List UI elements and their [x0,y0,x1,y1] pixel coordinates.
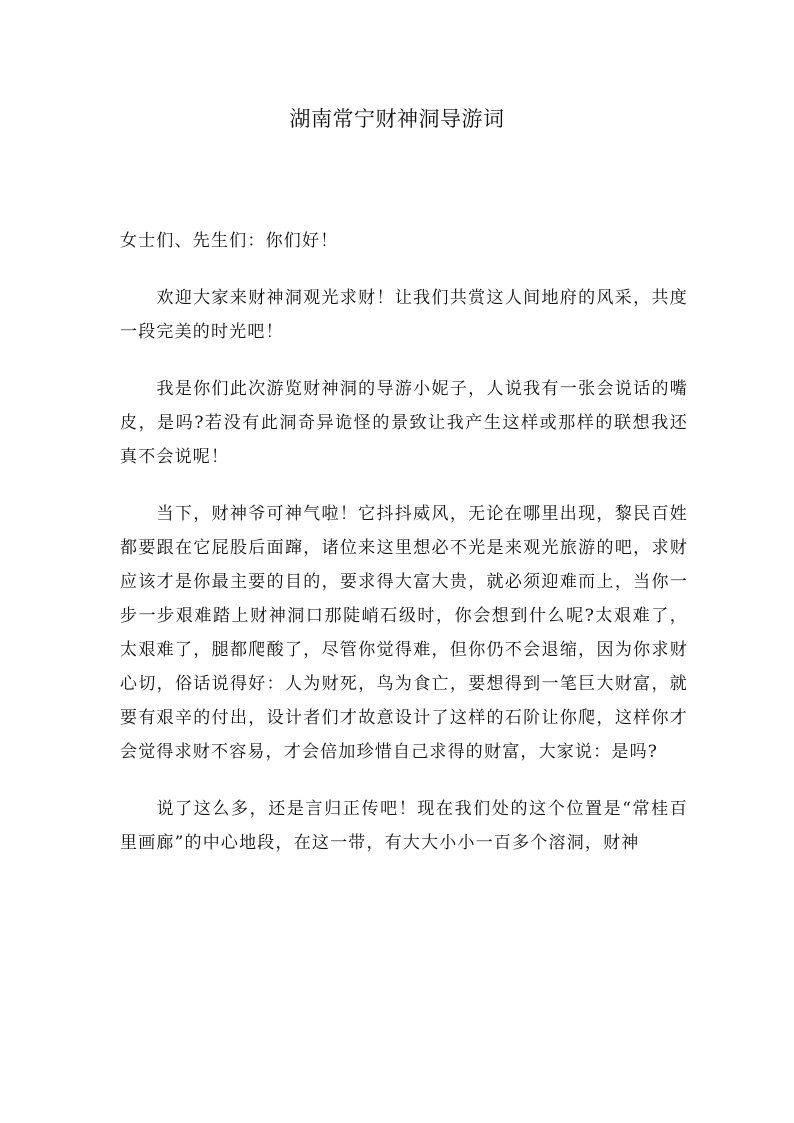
welcome-paragraph: 欢迎大家来财神洞观光求财！让我们共赏这人间地府的风采，共度一段完美的时光吧！ [120,288,688,342]
document-body [120,224,688,883]
location-paragraph: 说了这么多，还是言归正传吧！现在我们处的这个位置是“常桂百里画廊”的中心地段，在这一带，有大大小小一百多个溶洞，财神 [120,799,688,853]
wealth-god-paragraph: 当下，财神爷可神气啦！它抖抖威风，无论在哪里出现，黎民百姓都要跟在它屁股后面蹿，诸位来这里想必不光是来观光旅游的吧，求财应该才是你最主要的目的，要求得大富大贵，就必须迎难而上，当你一步一步艰难踏上财神洞口那陡峭石级时，你会想到什么呢?太艰难了，太艰难了，腿都爬酸了，尽管你觉得难，但你仍不会退缩，因为你求财心切，俗话说得好：人为财死，鸟为食亡，要想得到一笔巨大财富，就要有艰辛的付出，设计者们才故意设计了这样的石阶让你爬，这样你才会觉得求财不容易，才会倍加珍惜自己求得的财富，大家说：是吗? [120,504,688,762]
guide-intro-paragraph: 我是你们此次游览财神洞的导游小妮子，人说我有一张会说话的嘴皮，是吗?若没有此洞奇异诡怪的景致让我产生这样或那样的联想我还真不会说呢！ [120,379,688,467]
greeting-paragraph: 女士们、先生们：你们好！ [120,231,339,251]
document-title: 湖南常宁财神洞导游词 [289,107,505,131]
